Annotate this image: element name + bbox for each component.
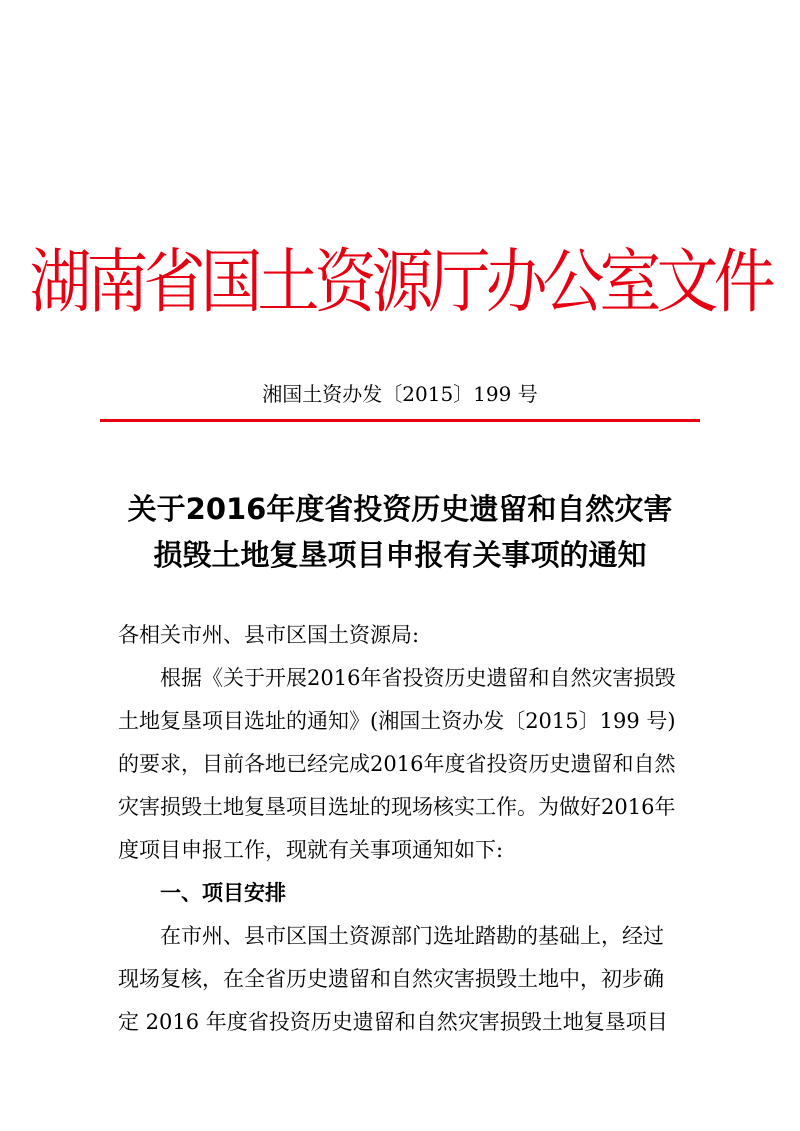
notice-title [80, 486, 720, 578]
agency-title: 湖南省国土资源厅办公室文件 [29, 240, 771, 323]
section-heading-project-arrangement: 一、项目安排 [160, 881, 286, 905]
paragraph-2-line-2: 现场复核，在全省历史遗留和自然灾害损毁土地中，初步确 [118, 967, 664, 991]
red-divider-line [100, 419, 700, 422]
document-body [118, 614, 684, 1044]
notice-title-line-1: 关于2016年度省投资历史遗留和自然灾害 [127, 492, 673, 526]
notice-title-line-2: 损毁土地复垦项目申报有关事项的通知 [153, 538, 647, 572]
salutation: 各相关市州、县市区国土资源局: [118, 623, 420, 647]
paragraph-1-line-2: 土地复垦项目选址的通知》(湘国土资办发〔2015〕199 号) [118, 709, 676, 733]
paragraph-1-line-5: 度项目申报工作，现就有关事项通知如下: [118, 838, 504, 862]
paragraph-2-line-3: 定 2016 年度省投资历史遗留和自然灾害损毁土地复垦项目 [118, 1010, 668, 1034]
paragraph-1-line-3: 的要求，目前各地已经完成2016年度省投资历史遗留和自然 [118, 752, 676, 776]
paragraph-2-line-1: 在市州、县市区国土资源部门选址踏勘的基础上，经过 [160, 924, 664, 948]
paragraph-1-line-4: 灾害损毁土地复垦项目选址的现场核实工作。为做好2016年 [118, 795, 676, 819]
paragraph-1-line-1: 根据《关于开展2016年省投资历史遗留和自然灾害损毁 [160, 666, 676, 690]
document-number: 湘国土资办发〔2015〕199 号 [262, 382, 538, 406]
